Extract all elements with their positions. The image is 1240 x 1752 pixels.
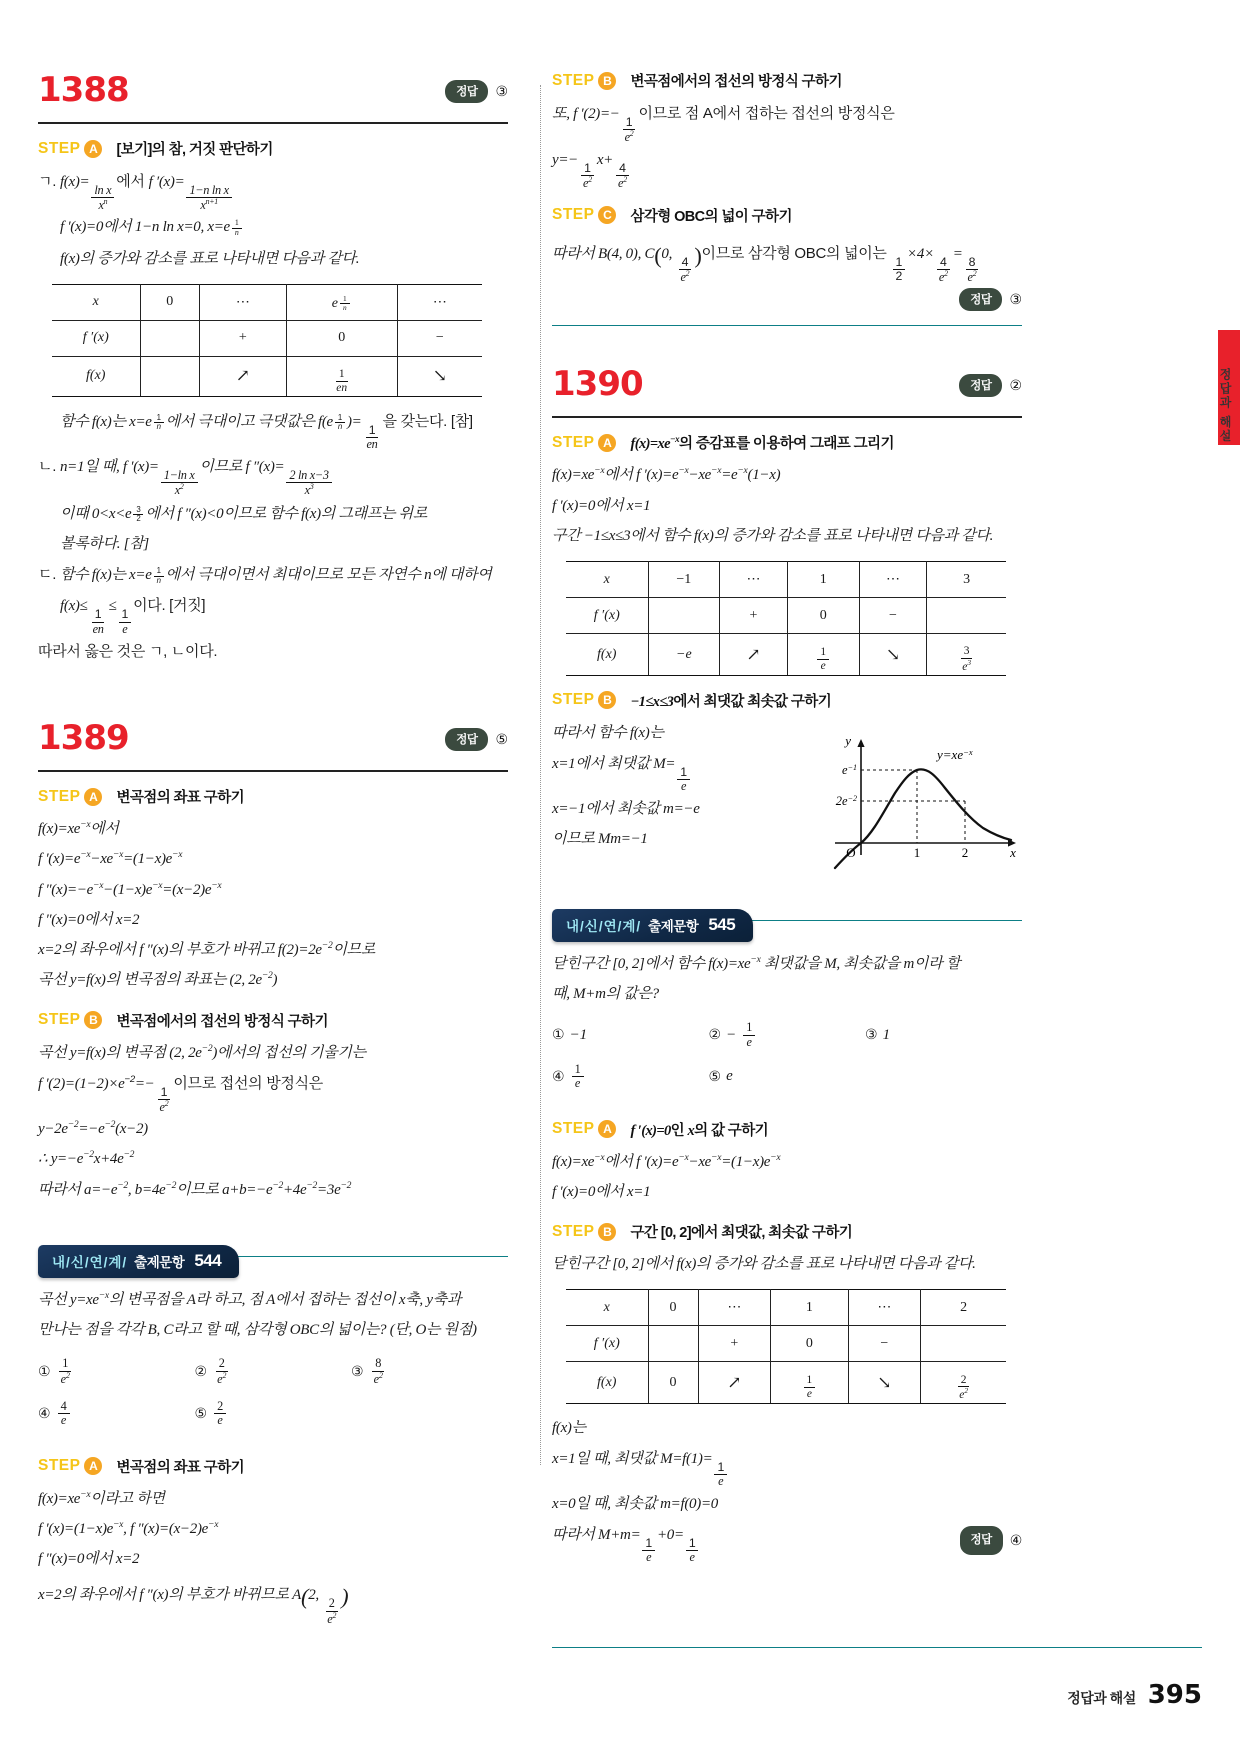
cell: 0	[648, 1290, 698, 1326]
choice-number: ②	[708, 1027, 722, 1044]
text-frag: f ′(2)=(1−2)×e	[38, 1075, 125, 1092]
text-frag: n=1일 때, f ′(x)=	[59, 459, 159, 476]
text-frag: 따라서 M+m=	[552, 1526, 641, 1543]
answer-pill-label: 정답	[445, 80, 488, 103]
math-line: ㄱ. f(x)= $\frac{\text{ln x}}{x^n}$ 에서 f ′(x)= $\frac{\text{1−n ln x}}{x^{n+1}}$	[38, 167, 508, 212]
cell: ⋯	[720, 562, 788, 598]
math-line: 따라서 B(4, 0), C(0, $\frac{4}{e^2}$ )이므로 삼각형 OBC의 넓이는 $\frac{1}{2}$ ×4× $\frac{4}{e^2}$ = $\frac{8}{e^2}$	[552, 242, 977, 285]
choice-number: ①	[552, 1027, 565, 1044]
answer-badge-544	[552, 288, 1022, 311]
text-frag: 이므로 점 A에서 접하는 접선의 방정식은	[638, 105, 895, 122]
step-title: 변곡점에서의 접선의 방정식 구하기	[116, 1013, 328, 1030]
cell	[648, 1326, 698, 1362]
row-head: x	[566, 1290, 648, 1326]
cell: ⋯	[200, 284, 287, 320]
choice-item[interactable]: ③ $\frac{8}{e^2}$	[351, 1356, 383, 1386]
step-letter: A	[84, 1457, 102, 1475]
table-row	[52, 284, 482, 320]
text-frag: ≤	[108, 598, 117, 615]
answer-value: ④	[1009, 1532, 1022, 1549]
math-line: f(x)는	[552, 1420, 586, 1437]
math-line: 따라서 M+m= $\frac{1}{e}$ +0= $\frac{1}{e}$ 정답 ④	[552, 1526, 1022, 1565]
math-line: ㄷ. 함수 f(x)는 x=e $^{\frac{1}{n}}$ 에서 극대이면서 최대이므로 모든 자연수 n에 대하여	[38, 566, 492, 585]
step-title: 구간 [0, 2]에서 최댓값, 최솟값 구하기	[630, 1225, 853, 1242]
page-footer	[1067, 1680, 1202, 1710]
table-row	[566, 634, 1006, 676]
increase-decrease-table-545	[566, 1289, 1006, 1404]
step-word: STEP	[552, 1222, 595, 1240]
item-marker: ㄱ.	[38, 173, 57, 190]
step-title: 변곡점의 좌표 구하기	[116, 1459, 245, 1476]
choice-list-544	[38, 1357, 508, 1441]
choice-number: ⑤	[194, 1405, 208, 1422]
y-tick-2e2: $2e^{-2}$	[835, 793, 857, 808]
step-b-545	[552, 1221, 1022, 1242]
math-line: $y-2e^{-2}=-e^{-2}(x-2)$	[38, 1119, 148, 1138]
choice-list-545	[552, 1021, 1022, 1104]
step-title: 변곡점에서의 접선의 방정식 구하기	[630, 74, 842, 90]
text-frag: 이므로 삼각형 OBC의 넓이는	[701, 244, 887, 262]
table-row	[566, 1326, 1006, 1362]
cell: $\frac{1}{e}$	[771, 1362, 848, 1404]
question-line: 때, M+m의 값은?	[552, 986, 659, 1003]
choice-item[interactable]: ⑤ $\frac{2}{e}$	[195, 1400, 352, 1428]
table-row	[566, 1362, 1006, 1404]
math-line: f ′(x)=0에서 x=1	[552, 1183, 651, 1200]
answer-pill-label: 정답	[959, 288, 1002, 311]
cell: ↗	[720, 634, 788, 676]
cell: ↘	[848, 1362, 921, 1404]
step-letter: A	[598, 434, 616, 452]
step-word: STEP	[38, 1457, 81, 1475]
row-head: f ′(x)	[52, 320, 140, 356]
cell: ⋯	[848, 1290, 921, 1326]
right-column	[552, 70, 1022, 1565]
origin-label: O	[846, 844, 856, 860]
text-frag: 을 갖는다. [참]	[382, 412, 473, 430]
math-line: 함수 f(x)는 x=e $^{\frac{1}{n}}$ 에서 극대이고 극댓값은 f(e $^{\frac{1}{n}}$ )= $\frac{1}{en}$ 을 갖는다. [참]	[60, 412, 473, 452]
step-word: STEP	[38, 1011, 81, 1029]
answer-pill-label: 정답	[959, 374, 1002, 397]
math-line: f ″(x)=0에서 x=2	[38, 911, 140, 928]
answer-badge	[959, 374, 1022, 397]
text-frag: y=−	[552, 152, 579, 169]
cell	[140, 320, 200, 356]
row-head: f ′(x)	[566, 1326, 648, 1362]
step-b-544	[552, 70, 1022, 91]
cell: $\frac{1}{en}$	[286, 356, 397, 396]
cell: $\frac{2}{e^2}$	[921, 1362, 1006, 1404]
answer-value: ③	[495, 83, 508, 99]
step-word: STEP	[552, 71, 595, 89]
step-title: 삼각형 OBC의 넓이 구하기	[630, 208, 792, 225]
divider	[38, 122, 508, 124]
answer-badge	[445, 80, 508, 103]
math-line: x=0일 때, 최솟값 m=f(0)=0	[552, 1495, 718, 1512]
step-title: $f(x)=xe^{-x}$의 증감표를 이용하여 그래프 그리기	[630, 435, 894, 453]
cell: ↘	[859, 634, 927, 676]
problem-1388	[38, 70, 508, 666]
table-row	[566, 598, 1006, 634]
math-line: 볼록하다. [참]	[60, 535, 149, 552]
x-tick-1: 1	[913, 844, 921, 860]
text-frag: x=1일 때, 최댓값 M=f(1)=	[552, 1451, 713, 1468]
text-frag: 에서 극대이면서 최대이므로 모든 자연수 n에 대하여	[165, 567, 492, 584]
step-word: STEP	[38, 139, 81, 157]
problem-number: 1390	[552, 364, 643, 405]
choice-number: ②	[194, 1363, 208, 1380]
row-head: x	[52, 284, 140, 320]
problem-number: 1389	[38, 718, 129, 759]
nk-label: 출제문항	[648, 918, 699, 934]
text-frag: 이때 0<x<e	[60, 505, 132, 522]
bottom-rule	[552, 1647, 1202, 1648]
problem-1390-header	[552, 364, 1022, 416]
nk-545-block	[552, 909, 1022, 1564]
row-head: f(x)	[52, 356, 140, 396]
step-a-1390	[552, 432, 1022, 453]
nk-544-body	[38, 1286, 508, 1626]
answer-pill-label: 정답	[445, 728, 488, 751]
nk-545-tab	[552, 909, 753, 942]
math-line: 곡선 y=f(x)의 변곡점 (2, $2e^{-2}$)에서의 접선의 기울기는	[38, 1042, 366, 1061]
problem-1388-header	[38, 70, 508, 122]
math-line: x=1일 때, 최댓값 M=f(1)= $\frac{1}{e}$	[552, 1444, 1022, 1488]
y-axis-label: y	[845, 732, 851, 748]
cell: 0	[286, 320, 397, 356]
choice-value: −1	[569, 1026, 588, 1043]
divider	[38, 770, 508, 772]
answer-value: ⑤	[495, 731, 508, 748]
page-number: 395	[1147, 1680, 1202, 1710]
answer-value: ②	[1009, 377, 1022, 394]
choice-number: ③	[865, 1027, 878, 1044]
row-head: f ′(x)	[566, 598, 648, 634]
math-line: x=1에서 최댓값 M= $\frac{1}{e}$	[552, 749, 1022, 793]
answer-pill-label: 정답	[960, 1526, 1003, 1555]
exponent: −2	[124, 1073, 135, 1085]
row-head: x	[566, 562, 648, 598]
step-a-1388	[38, 138, 508, 159]
cell: +	[720, 598, 788, 634]
choice-sign: −	[726, 1026, 737, 1043]
step-letter: A	[598, 1120, 616, 1138]
cell: 2	[921, 1290, 1006, 1326]
cell: 0	[140, 284, 200, 320]
text-frag: 에서	[116, 173, 145, 190]
cell: $\frac{1}{e}$	[787, 634, 859, 676]
problem-number: 1388	[38, 70, 129, 110]
math-line: 이므로 Mm=−1	[552, 830, 648, 847]
choice-number: ⑤	[708, 1068, 722, 1085]
text-frag: 이므로 접선의 방정식은	[173, 1074, 323, 1092]
table-row	[52, 320, 482, 356]
choice-item[interactable]	[709, 1063, 866, 1091]
math-line: 닫힌구간 [0, 2]에서 f(x)의 증가와 감소를 표로 나타내면 다음과 같다.	[552, 1256, 976, 1273]
table-row	[566, 562, 1006, 598]
step-title: −1≤x≤3에서 최댓값 최솟값 구하기	[630, 693, 832, 710]
cell: +	[200, 320, 287, 356]
footer-text: 정답과 해설	[1067, 1690, 1136, 1706]
choice-item[interactable]	[865, 1021, 1022, 1049]
cell: +	[698, 1326, 771, 1362]
choice-item[interactable]: ④ $\frac{4}{e}$	[38, 1400, 195, 1428]
math-line: 이때 0<x<e $^{\frac{3}{2}}$ 에서 f ″(x)<0이므로 함수 f(x)의 그래프는 위로	[60, 504, 428, 524]
increase-decrease-table-1388	[52, 284, 482, 397]
step-letter: C	[598, 206, 616, 224]
question-line: 닫힌구간 [0, 2]에서 함수 $f(x)=xe^{-x}$ 최댓값을 M, 최솟값을 m이라 할	[552, 953, 961, 972]
problem-1389-header	[38, 718, 508, 770]
section-rule	[552, 325, 1022, 326]
step-letter: B	[598, 691, 616, 709]
step-c-544	[552, 205, 1022, 226]
math-line: $f(x)=xe^{-x}$에서 f $'(x)=e^{-x}-xe^{-x}=(1-x)e^{-x}$	[552, 1151, 781, 1170]
cell: 0	[771, 1326, 848, 1362]
step-letter: B	[84, 1011, 102, 1029]
choice-item[interactable]: ② $\frac{2}{e^2}$	[194, 1356, 227, 1386]
step-letter: A	[84, 140, 102, 158]
choice-number: ①	[38, 1363, 51, 1380]
cell: 0	[787, 598, 859, 634]
question-line: 곡선 $y=xe^{-x}$의 변곡점을 A라 하고, 점 A에서 접하는 접선이 x축, y축과	[38, 1289, 462, 1308]
math-line: f ′(x)=0에서 x=1	[552, 497, 651, 514]
step-b-1390	[552, 690, 1022, 711]
answer-badge-545	[960, 1526, 1022, 1555]
math-line: f $''(x)=-e^{-x}-(1-x)e^{-x}=(x-2)e^{-x}$	[38, 879, 222, 898]
question-line: 만나는 점을 각각 B, C라고 할 때, 삼각형 OBC의 넓이는? (단, O는 원점)	[38, 1322, 477, 1339]
row-head: f(x)	[566, 1362, 648, 1404]
step-title: [보기]의 참, 거짓 판단하기	[116, 142, 273, 158]
table-row	[52, 356, 482, 396]
nk-number: 545	[708, 914, 736, 934]
nk-544-tab	[38, 1245, 239, 1278]
choice-number: ④	[552, 1068, 565, 1085]
nk-keyword: 내/신/연/계/	[566, 918, 642, 934]
step-word: STEP	[552, 206, 595, 224]
step-a-1389	[38, 786, 508, 807]
cell: ↗	[698, 1362, 771, 1404]
graph-1390	[813, 733, 1028, 873]
step-letter: B	[598, 72, 616, 90]
math-line: f ″(x)=0에서 x=2	[38, 1551, 140, 1568]
step-word: STEP	[552, 691, 595, 709]
step-letter: B	[598, 1223, 616, 1241]
choice-number: ③	[351, 1363, 364, 1380]
nk-545-body	[552, 950, 1022, 1564]
cell: 1	[787, 562, 859, 598]
graph-svg	[813, 733, 1028, 873]
side-tab-label: 정답과 해설	[1218, 368, 1232, 444]
step-a-544	[38, 1456, 508, 1477]
cell: −	[848, 1326, 921, 1362]
y-axis-arrow	[857, 739, 864, 747]
choice-item[interactable]: ① $\frac{1}{e^2}$	[38, 1356, 70, 1386]
step-word: STEP	[552, 433, 595, 451]
cell: $\frac{3}{e^3}$	[927, 634, 1006, 676]
math-line	[60, 244, 508, 274]
divider	[552, 416, 1022, 418]
choice-item[interactable]: ② − $\frac{1}{e}$	[709, 1021, 866, 1049]
math-line: y=− $\frac{1}{e^2}$ x+ $\frac{4}{e^2}$	[552, 152, 627, 191]
math-line: f $'(2)=(1-2)\times e^{-2}=-$ $\frac{1}{e^2}$ 이므로 접선의 방정식은	[38, 1073, 323, 1114]
x-tick-2: 2	[961, 844, 969, 860]
answer-value: ③	[1009, 291, 1022, 308]
nk-label: 출제문항	[134, 1254, 185, 1270]
nk-number: 544	[194, 1250, 222, 1270]
choice-number: ④	[38, 1405, 51, 1422]
step-title: f ′(x)=0인 x의 값 구하기	[630, 1122, 769, 1139]
text-frag: 따라서 B(4, 0), C	[552, 245, 655, 262]
x-axis-label: x	[1010, 844, 1016, 860]
step-word: STEP	[552, 1120, 595, 1138]
cell: ↗	[200, 356, 287, 396]
cell: −	[397, 320, 482, 356]
math-line: 곡선 y=f(x)의 변곡점의 좌표는 (2, $2e^{-2}$)	[38, 970, 278, 989]
math-line: f $'(x)=(1-x)e^{-x}$, f $''(x)=(x-2)e^{-x}$	[38, 1518, 219, 1537]
choice-value: 1	[882, 1026, 891, 1043]
text-frag: =−	[134, 1075, 155, 1092]
cell: ⋯	[397, 284, 482, 320]
text-frag: +0=	[656, 1526, 684, 1543]
math-line: ㄴ. n=1일 때, f ′(x)= $\frac{\text{1−ln x}}{x^2}$ 이므로 f ″(x)= $\frac{\text{2 ln x−3}}{x^3}$	[38, 452, 508, 497]
math-line: f $'(x)=e^{-x}-xe^{-x}=(1-x)e^{-x}$	[38, 849, 183, 868]
math-line: 또, f ′(2)=− $\frac{1}{e^2}$ 이므로 점 A에서 접하는 접선의 방정식은	[552, 105, 895, 145]
math-line: 따라서 함수 f(x)는	[552, 724, 664, 741]
row-head: f(x)	[566, 634, 648, 676]
text-frag: 함수 f(x)는 x=e	[60, 413, 152, 430]
cell: 3	[927, 562, 1006, 598]
table-row	[566, 1290, 1006, 1326]
text-frag: f(x)≤	[60, 598, 88, 615]
math-line: x=2의 좌우에서 f ″(x)의 부호가 바뀌므로 A(2, $\frac{2}{e^2}$ )	[38, 1584, 349, 1626]
cell	[140, 356, 200, 396]
math-line: ∴ $y=-e^{-2}x+4e^{-2}$	[38, 1149, 135, 1168]
math-line: $f(x)=xe^{-x}$이라고 하면	[38, 1488, 165, 1507]
left-column	[38, 70, 508, 1627]
step-letter: A	[84, 788, 102, 806]
math-line: 구간 −1≤x≤3에서 함수 f(x)의 증가와 감소를 표로 나타내면 다음과 같다.	[552, 527, 994, 544]
cell: ↘	[397, 356, 482, 396]
cell: 0	[648, 1362, 698, 1404]
cell: ⋯	[698, 1290, 771, 1326]
math-line: x=2의 좌우에서 f ″(x)의 부호가 바뀌고 $f(2)=2e^{-2}$이므로	[38, 940, 376, 959]
text-frag: f(x)의 증가와 감소를 표로 나타내면 다음과 같다.	[60, 250, 360, 267]
math-line: 따라서 $a=-e^{-2}$, $b=4e^{-2}$이므로 $a+b=-e^{-2}+4e^{-2}=3e^{-2}$	[38, 1179, 352, 1198]
math-line: f ′(x)=0에서 1−n ln x=0, x=e $^{\frac{1}{n}}$	[60, 213, 508, 242]
curve-label: $y=xe^{-x}$	[937, 746, 973, 762]
increase-decrease-table-1390	[566, 561, 1006, 676]
step-b-1389	[38, 1010, 508, 1031]
text-frag: 에서 f ″(x)<0이므로 함수 f(x)의 그래프는 위로	[145, 505, 428, 522]
text-frag: x+	[596, 152, 614, 169]
cell	[927, 598, 1006, 634]
nk-544-continued	[552, 70, 1022, 326]
item-marker: ㄴ.	[38, 458, 57, 476]
stepb-content-1390	[552, 719, 1022, 869]
answer-badge	[445, 728, 508, 751]
cell: −1	[648, 562, 720, 598]
cell: e $^{\frac{1}{n}}$	[286, 284, 397, 320]
cell: 1	[771, 1290, 848, 1326]
cell	[648, 598, 720, 634]
math-line: f(x)≤ $\frac{1}{en}$ ≤ $\frac{1}{e}$ 이다. [거짓]	[60, 597, 206, 636]
math-line: $f(x)=xe^{-x}$에서 f $'(x)=e^{-x}-xe^{-x}=e^{-x}(1-x)$	[552, 465, 781, 484]
column-divider	[540, 85, 541, 1465]
cell: ⋯	[859, 562, 927, 598]
choice-value: e	[726, 1068, 733, 1085]
problem-1390	[552, 364, 1022, 869]
text-frag: ×4×	[907, 245, 934, 262]
cell	[921, 1326, 1006, 1362]
cell: −	[859, 598, 927, 634]
item-marker: ㄷ.	[38, 566, 57, 584]
nk-544-block	[38, 1245, 508, 1626]
step-title: 변곡점의 좌표 구하기	[116, 790, 245, 807]
text-frag: f ′(x)=0에서 1−n ln x=0, x=e	[60, 219, 230, 236]
text-frag: 이다. [거짓]	[133, 597, 206, 615]
text-frag: 함수 f(x)는 x=e	[59, 567, 152, 584]
math-line: $f(x)=xe^{-x}$에서	[38, 819, 119, 838]
text-frag: 이므로 f ″(x)=	[199, 459, 285, 476]
text-frag: 에서 극대이고 극댓값은 f(e	[165, 413, 333, 430]
text-frag: 또, f ′(2)=−	[552, 106, 620, 122]
choice-item[interactable]	[552, 1021, 709, 1049]
y-tick-e1: $e^{-1}$	[842, 762, 857, 777]
math-line: 따라서 옳은 것은 ㄱ, ㄴ이다.	[38, 642, 218, 660]
cell: −e	[648, 634, 720, 676]
math-line: x=−1에서 최솟값 m=−e	[552, 800, 700, 817]
problem-1389	[38, 718, 508, 1205]
nk-keyword: 내/신/연/계/	[52, 1254, 128, 1270]
step-word: STEP	[38, 787, 81, 805]
step-a-545	[552, 1119, 1022, 1140]
choice-item[interactable]: ④ $\frac{1}{e}$	[552, 1063, 709, 1091]
